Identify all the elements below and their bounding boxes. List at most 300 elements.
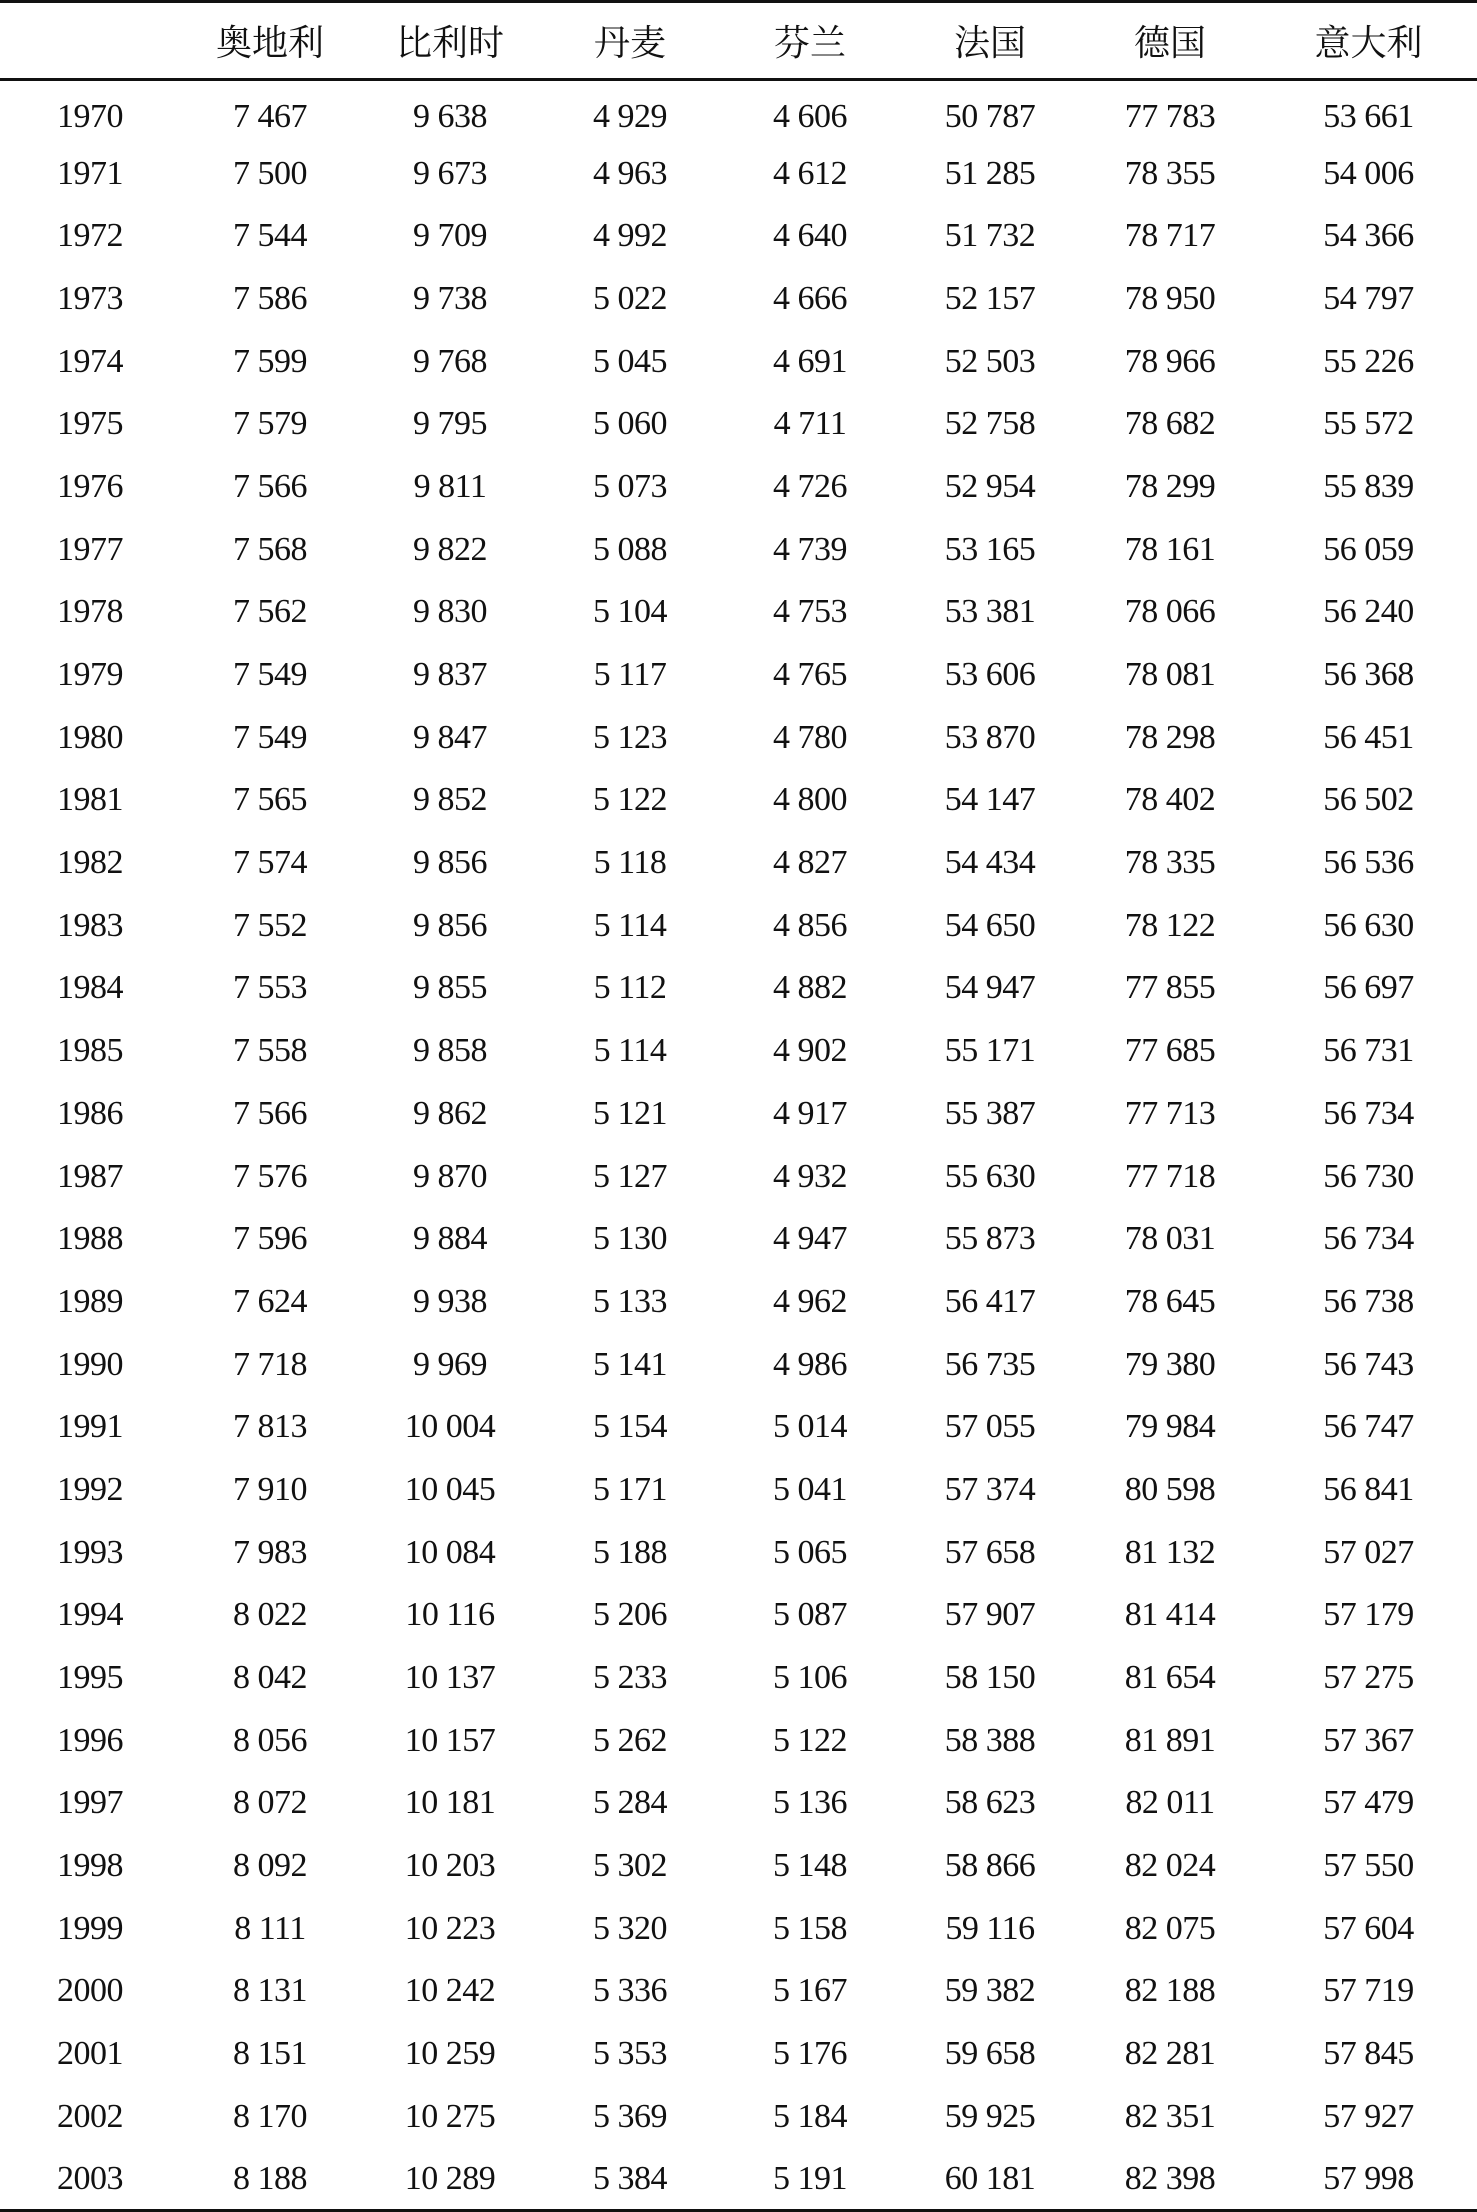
cell-year: 1999 — [57, 1909, 123, 1947]
cell-austria: 7 549 — [233, 718, 307, 756]
cell-france: 56 735 — [944, 1345, 1036, 1383]
table-row — [0, 894, 1477, 957]
cell-austria: 7 565 — [233, 781, 307, 819]
cell-finland: 5 122 — [773, 1721, 847, 1759]
cell-denmark: 4 929 — [593, 97, 667, 135]
table-row — [0, 1208, 1477, 1271]
cell-france: 56 417 — [944, 1282, 1036, 1320]
cell-finland: 4 612 — [773, 154, 847, 192]
cell-belgium: 10 181 — [404, 1784, 496, 1822]
header-finland: 芬兰 — [720, 2, 900, 80]
cell-germany: 78 031 — [1124, 1220, 1216, 1258]
table-row — [0, 1835, 1477, 1898]
cell-italy: 57 027 — [1323, 1533, 1414, 1571]
cell-austria: 8 151 — [233, 2035, 307, 2073]
cell-germany: 82 281 — [1124, 2035, 1216, 2073]
cell-france: 53 870 — [944, 718, 1036, 756]
cell-belgium: 10 203 — [404, 1847, 496, 1885]
cell-italy: 54 366 — [1323, 217, 1414, 255]
cell-year: 1981 — [57, 781, 123, 819]
cell-italy: 57 998 — [1260, 2148, 1477, 2211]
table-row — [0, 581, 1477, 644]
cell-denmark: 5 114 — [593, 906, 667, 944]
table-row — [0, 80, 1477, 143]
cell-italy: 56 240 — [1323, 593, 1414, 631]
cell-finland: 4 827 — [773, 844, 847, 882]
cell-belgium: 9 673 — [413, 154, 487, 192]
cell-year: 1998 — [57, 1847, 123, 1885]
cell-finland: 5 087 — [773, 1596, 847, 1634]
cell-italy: 56 630 — [1323, 906, 1414, 944]
cell-year: 1977 — [57, 530, 123, 568]
cell-belgium: 9 858 — [413, 1032, 487, 1070]
cell-finland: 4 753 — [773, 593, 847, 631]
cell-germany: 79 380 — [1124, 1345, 1216, 1383]
cell-year: 1988 — [57, 1220, 123, 1258]
cell-year: 1990 — [57, 1345, 123, 1383]
cell-finland: 4 765 — [773, 656, 847, 694]
cell-austria: 8 111 — [234, 1909, 306, 1947]
cell-germany: 77 718 — [1124, 1157, 1216, 1195]
table-row — [0, 644, 1477, 707]
table-row — [0, 393, 1477, 456]
cell-denmark: 5 104 — [593, 593, 667, 631]
cell-year: 1970 — [57, 97, 123, 135]
cell-italy: 57 179 — [1323, 1596, 1414, 1634]
table-row — [0, 1960, 1477, 2023]
cell-france: 52 157 — [944, 279, 1036, 317]
cell-finland: 5 136 — [773, 1784, 847, 1822]
cell-belgium: 9 768 — [413, 342, 487, 380]
cell-year: 1982 — [57, 844, 123, 882]
cell-denmark: 5 121 — [593, 1094, 667, 1132]
cell-france: 58 388 — [944, 1721, 1036, 1759]
cell-finland: 4 856 — [773, 906, 847, 944]
cell-france: 57 907 — [944, 1596, 1036, 1634]
header-austria: 奥地利 — [180, 2, 360, 80]
cell-italy: 56 697 — [1323, 969, 1414, 1007]
cell-belgium: 10 004 — [404, 1408, 496, 1446]
cell-italy: 56 743 — [1323, 1345, 1414, 1383]
cell-france: 57 658 — [944, 1533, 1036, 1571]
table-row — [0, 706, 1477, 769]
cell-france: 52 758 — [944, 405, 1036, 443]
table-row — [0, 2148, 1477, 2211]
cell-finland: 5 184 — [773, 2097, 847, 2135]
cell-denmark: 5 060 — [593, 405, 667, 443]
cell-germany: 82 075 — [1124, 1909, 1216, 1947]
table-row — [0, 2023, 1477, 2086]
cell-finland: 4 947 — [773, 1220, 847, 1258]
cell-denmark: 5 302 — [593, 1847, 667, 1885]
table-row — [0, 1020, 1477, 1083]
cell-austria: 7 576 — [233, 1157, 307, 1195]
cell-denmark: 5 088 — [593, 530, 667, 568]
cell-germany: 81 891 — [1124, 1721, 1216, 1759]
cell-austria: 8 056 — [233, 1721, 307, 1759]
cell-italy: 56 734 — [1323, 1220, 1414, 1258]
cell-germany: 78 122 — [1124, 906, 1216, 944]
cell-austria: 7 983 — [233, 1533, 307, 1571]
cell-germany: 78 161 — [1124, 530, 1216, 568]
cell-germany: 81 654 — [1124, 1659, 1216, 1697]
cell-belgium: 9 709 — [413, 217, 487, 255]
cell-austria: 7 624 — [233, 1282, 307, 1320]
cell-belgium: 10 223 — [404, 1909, 496, 1947]
cell-france: 54 947 — [944, 969, 1036, 1007]
cell-germany: 78 645 — [1124, 1282, 1216, 1320]
cell-france: 59 925 — [944, 2097, 1036, 2135]
cell-finland: 5 191 — [720, 2148, 900, 2211]
cell-belgium: 9 638 — [413, 97, 487, 135]
cell-denmark: 5 112 — [593, 969, 667, 1007]
header-year — [0, 2, 180, 80]
cell-italy: 57 927 — [1323, 2097, 1414, 2135]
cell-germany: 78 081 — [1124, 656, 1216, 694]
cell-france: 53 381 — [944, 593, 1036, 631]
cell-year: 1976 — [57, 467, 123, 505]
header-belgium: 比利时 — [360, 2, 540, 80]
cell-year: 1987 — [57, 1157, 123, 1195]
header-france: 法国 — [900, 2, 1080, 80]
cell-germany: 78 066 — [1124, 593, 1216, 631]
cell-germany: 78 299 — [1124, 467, 1216, 505]
cell-finland: 4 800 — [773, 781, 847, 819]
cell-belgium: 10 137 — [404, 1659, 496, 1697]
cell-france: 51 285 — [944, 154, 1036, 192]
cell-germany: 79 984 — [1124, 1408, 1216, 1446]
cell-denmark: 5 206 — [593, 1596, 667, 1634]
cell-finland: 4 986 — [773, 1345, 847, 1383]
cell-austria: 8 131 — [233, 1972, 307, 2010]
cell-austria: 7 568 — [233, 530, 307, 568]
cell-year: 1986 — [57, 1094, 123, 1132]
cell-italy: 57 367 — [1323, 1721, 1414, 1759]
cell-italy: 54 006 — [1323, 154, 1414, 192]
cell-belgium: 9 822 — [413, 530, 487, 568]
cell-year: 1995 — [57, 1659, 123, 1697]
cell-year: 1992 — [57, 1470, 123, 1508]
cell-italy: 54 797 — [1323, 279, 1414, 317]
cell-germany: 77 685 — [1124, 1032, 1216, 1070]
cell-austria: 7 566 — [233, 467, 307, 505]
cell-austria: 7 467 — [233, 97, 307, 135]
cell-austria: 7 552 — [233, 906, 307, 944]
cell-italy: 56 730 — [1323, 1157, 1414, 1195]
cell-denmark: 5 141 — [593, 1345, 667, 1383]
cell-belgium: 9 855 — [413, 969, 487, 1007]
cell-france: 54 147 — [944, 781, 1036, 819]
cell-year: 1997 — [57, 1784, 123, 1822]
cell-finland: 4 917 — [773, 1094, 847, 1132]
cell-france: 55 387 — [944, 1094, 1036, 1132]
table-row — [0, 2086, 1477, 2149]
table-row — [0, 1772, 1477, 1835]
cell-germany: 78 298 — [1124, 718, 1216, 756]
cell-austria: 7 574 — [233, 844, 307, 882]
cell-austria: 7 586 — [233, 279, 307, 317]
cell-austria: 7 596 — [233, 1220, 307, 1258]
cell-italy: 57 275 — [1323, 1659, 1414, 1697]
cell-austria: 7 562 — [233, 593, 307, 631]
cell-belgium: 9 856 — [413, 844, 487, 882]
cell-belgium: 9 847 — [413, 718, 487, 756]
cell-germany: 78 966 — [1124, 342, 1216, 380]
cell-denmark: 5 022 — [593, 279, 667, 317]
cell-france: 55 171 — [944, 1032, 1036, 1070]
cell-year: 2002 — [57, 2097, 123, 2135]
cell-belgium: 9 738 — [413, 279, 487, 317]
table-row — [0, 1584, 1477, 1647]
cell-france: 59 116 — [945, 1909, 1035, 1947]
cell-belgium: 10 242 — [404, 1972, 496, 2010]
cell-france: 53 606 — [944, 656, 1036, 694]
cell-italy: 56 368 — [1323, 656, 1414, 694]
cell-year: 2000 — [57, 1972, 123, 2010]
cell-italy: 53 661 — [1323, 97, 1414, 135]
cell-year: 1994 — [57, 1596, 123, 1634]
cell-austria: 7 910 — [233, 1470, 307, 1508]
table-row — [0, 1897, 1477, 1960]
cell-austria: 8 188 — [180, 2148, 360, 2211]
cell-france: 58 866 — [944, 1847, 1036, 1885]
table-row — [0, 1521, 1477, 1584]
cell-denmark: 5 123 — [593, 718, 667, 756]
cell-belgium: 10 157 — [404, 1721, 496, 1759]
cell-italy: 56 536 — [1323, 844, 1414, 882]
cell-belgium: 9 856 — [413, 906, 487, 944]
cell-year: 1979 — [57, 656, 123, 694]
table-row — [0, 1145, 1477, 1208]
table-row — [0, 769, 1477, 832]
cell-belgium: 9 830 — [413, 593, 487, 631]
cell-year: 1989 — [57, 1282, 123, 1320]
cell-denmark: 5 233 — [593, 1659, 667, 1697]
cell-denmark: 5 369 — [593, 2097, 667, 2135]
cell-belgium: 9 969 — [413, 1345, 487, 1383]
cell-france: 53 165 — [944, 530, 1036, 568]
table-row — [0, 456, 1477, 519]
cell-finland: 4 882 — [773, 969, 847, 1007]
cell-year: 1974 — [57, 342, 123, 380]
cell-denmark: 4 992 — [593, 217, 667, 255]
table-header-row — [0, 2, 1477, 80]
cell-denmark: 5 284 — [593, 1784, 667, 1822]
cell-finland: 5 106 — [773, 1659, 847, 1697]
table-row — [0, 205, 1477, 268]
cell-year: 1972 — [57, 217, 123, 255]
cell-year: 1980 — [57, 718, 123, 756]
cell-finland: 4 962 — [773, 1282, 847, 1320]
cell-year: 1975 — [57, 405, 123, 443]
cell-belgium: 9 884 — [413, 1220, 487, 1258]
table-row — [0, 142, 1477, 205]
cell-belgium: 10 084 — [404, 1533, 496, 1571]
cell-denmark: 5 122 — [593, 781, 667, 819]
cell-finland: 4 739 — [773, 530, 847, 568]
cell-austria: 7 599 — [233, 342, 307, 380]
cell-year: 1993 — [57, 1533, 123, 1571]
cell-italy: 57 479 — [1323, 1784, 1414, 1822]
cell-finland: 5 041 — [773, 1470, 847, 1508]
cell-france: 57 055 — [944, 1408, 1036, 1446]
cell-year: 1991 — [57, 1408, 123, 1446]
cell-belgium: 9 862 — [413, 1094, 487, 1132]
cell-belgium: 9 837 — [413, 656, 487, 694]
cell-denmark: 4 963 — [593, 154, 667, 192]
cell-finland: 4 932 — [773, 1157, 847, 1195]
cell-germany: 78 355 — [1124, 154, 1216, 192]
cell-france: 51 732 — [944, 217, 1036, 255]
cell-austria: 7 558 — [233, 1032, 307, 1070]
cell-austria: 7 500 — [233, 154, 307, 192]
cell-germany: 82 188 — [1124, 1972, 1216, 2010]
table-row — [0, 268, 1477, 331]
cell-finland: 5 065 — [773, 1533, 847, 1571]
cell-year: 1973 — [57, 279, 123, 317]
table-row — [0, 957, 1477, 1020]
cell-year: 2001 — [57, 2035, 123, 2073]
cell-finland: 4 606 — [773, 97, 847, 135]
cell-italy: 56 059 — [1323, 530, 1414, 568]
cell-belgium: 9 811 — [413, 467, 487, 505]
cell-belgium: 9 870 — [413, 1157, 487, 1195]
table-row — [0, 518, 1477, 581]
cell-denmark: 5 073 — [593, 467, 667, 505]
cell-austria: 7 579 — [233, 405, 307, 443]
cell-belgium: 9 852 — [413, 781, 487, 819]
cell-germany: 80 598 — [1124, 1470, 1216, 1508]
cell-italy: 56 747 — [1323, 1408, 1414, 1446]
cell-italy: 55 839 — [1323, 467, 1414, 505]
cell-france: 55 630 — [944, 1157, 1036, 1195]
table-row — [0, 1396, 1477, 1459]
cell-austria: 8 092 — [233, 1847, 307, 1885]
cell-italy: 56 738 — [1323, 1282, 1414, 1320]
cell-finland: 5 176 — [773, 2035, 847, 2073]
cell-year: 2003 — [0, 2148, 180, 2211]
cell-year: 1971 — [57, 154, 123, 192]
cell-denmark: 5 114 — [593, 1032, 667, 1070]
table-row — [0, 330, 1477, 393]
cell-denmark: 5 353 — [593, 2035, 667, 2073]
cell-finland: 4 666 — [773, 279, 847, 317]
cell-austria: 8 022 — [233, 1596, 307, 1634]
cell-germany: 78 402 — [1124, 781, 1216, 819]
cell-germany: 82 398 — [1080, 2148, 1260, 2211]
cell-year: 1984 — [57, 969, 123, 1007]
cell-italy: 57 845 — [1323, 2035, 1414, 2073]
table-row — [0, 1459, 1477, 1522]
cell-year: 1996 — [57, 1721, 123, 1759]
cell-denmark: 5 188 — [593, 1533, 667, 1571]
cell-austria: 7 549 — [233, 656, 307, 694]
cell-italy: 56 731 — [1323, 1032, 1414, 1070]
cell-italy: 56 841 — [1323, 1470, 1414, 1508]
cell-germany: 77 713 — [1124, 1094, 1216, 1132]
cell-germany: 78 335 — [1124, 844, 1216, 882]
cell-germany: 78 682 — [1124, 405, 1216, 443]
table-row — [0, 1083, 1477, 1146]
cell-denmark: 5 320 — [593, 1909, 667, 1947]
cell-austria: 7 718 — [233, 1345, 307, 1383]
table-body — [0, 80, 1477, 2211]
cell-italy: 56 451 — [1323, 718, 1414, 756]
cell-finland: 4 726 — [773, 467, 847, 505]
cell-germany: 82 011 — [1125, 1784, 1215, 1822]
cell-denmark: 5 118 — [593, 844, 667, 882]
cell-belgium: 10 275 — [404, 2097, 496, 2135]
cell-year: 1978 — [57, 593, 123, 631]
cell-italy: 55 572 — [1323, 405, 1414, 443]
cell-belgium: 9 795 — [413, 405, 487, 443]
cell-france: 54 434 — [944, 844, 1036, 882]
cell-italy: 57 604 — [1323, 1909, 1414, 1947]
cell-france: 60 181 — [900, 2148, 1080, 2211]
cell-finland: 4 691 — [773, 342, 847, 380]
cell-belgium: 10 289 — [360, 2148, 540, 2211]
cell-france: 59 382 — [944, 1972, 1036, 2010]
cell-finland: 4 640 — [773, 217, 847, 255]
cell-finland: 5 014 — [773, 1408, 847, 1446]
cell-year: 1985 — [57, 1032, 123, 1070]
cell-germany: 81 414 — [1124, 1596, 1216, 1634]
cell-austria: 7 813 — [233, 1408, 307, 1446]
cell-france: 52 954 — [944, 467, 1036, 505]
cell-finland: 5 167 — [773, 1972, 847, 2010]
table-row — [0, 1647, 1477, 1710]
cell-belgium: 9 938 — [413, 1282, 487, 1320]
cell-denmark: 5 384 — [540, 2148, 720, 2211]
cell-austria: 7 553 — [233, 969, 307, 1007]
cell-denmark: 5 133 — [593, 1282, 667, 1320]
table-row — [0, 1333, 1477, 1396]
cell-italy: 57 550 — [1323, 1847, 1414, 1885]
table-row — [0, 1271, 1477, 1334]
cell-denmark: 5 045 — [593, 342, 667, 380]
cell-austria: 8 072 — [233, 1784, 307, 1822]
cell-belgium: 10 116 — [405, 1596, 495, 1634]
cell-germany: 82 024 — [1124, 1847, 1216, 1885]
cell-france: 54 650 — [944, 906, 1036, 944]
header-denmark: 丹麦 — [540, 2, 720, 80]
cell-denmark: 5 130 — [593, 1220, 667, 1258]
cell-france: 57 374 — [944, 1470, 1036, 1508]
header-germany: 德国 — [1080, 2, 1260, 80]
cell-germany: 78 950 — [1124, 279, 1216, 317]
cell-austria: 7 544 — [233, 217, 307, 255]
cell-france: 59 658 — [944, 2035, 1036, 2073]
cell-belgium: 10 259 — [404, 2035, 496, 2073]
cell-finland: 4 780 — [773, 718, 847, 756]
cell-year: 1983 — [57, 906, 123, 944]
cell-denmark: 5 117 — [593, 656, 667, 694]
cell-france: 52 503 — [944, 342, 1036, 380]
cell-finland: 5 158 — [773, 1909, 847, 1947]
cell-finland: 5 148 — [773, 1847, 847, 1885]
cell-austria: 8 042 — [233, 1659, 307, 1697]
cell-france: 50 787 — [944, 97, 1036, 135]
cell-denmark: 5 127 — [593, 1157, 667, 1195]
cell-finland: 4 902 — [773, 1032, 847, 1070]
cell-germany: 82 351 — [1124, 2097, 1216, 2135]
cell-denmark: 5 262 — [593, 1721, 667, 1759]
cell-denmark: 5 336 — [593, 1972, 667, 2010]
cell-finland: 4 711 — [773, 405, 847, 443]
cell-austria: 8 170 — [233, 2097, 307, 2135]
cell-belgium: 10 045 — [404, 1470, 496, 1508]
cell-germany: 77 783 — [1124, 97, 1216, 135]
